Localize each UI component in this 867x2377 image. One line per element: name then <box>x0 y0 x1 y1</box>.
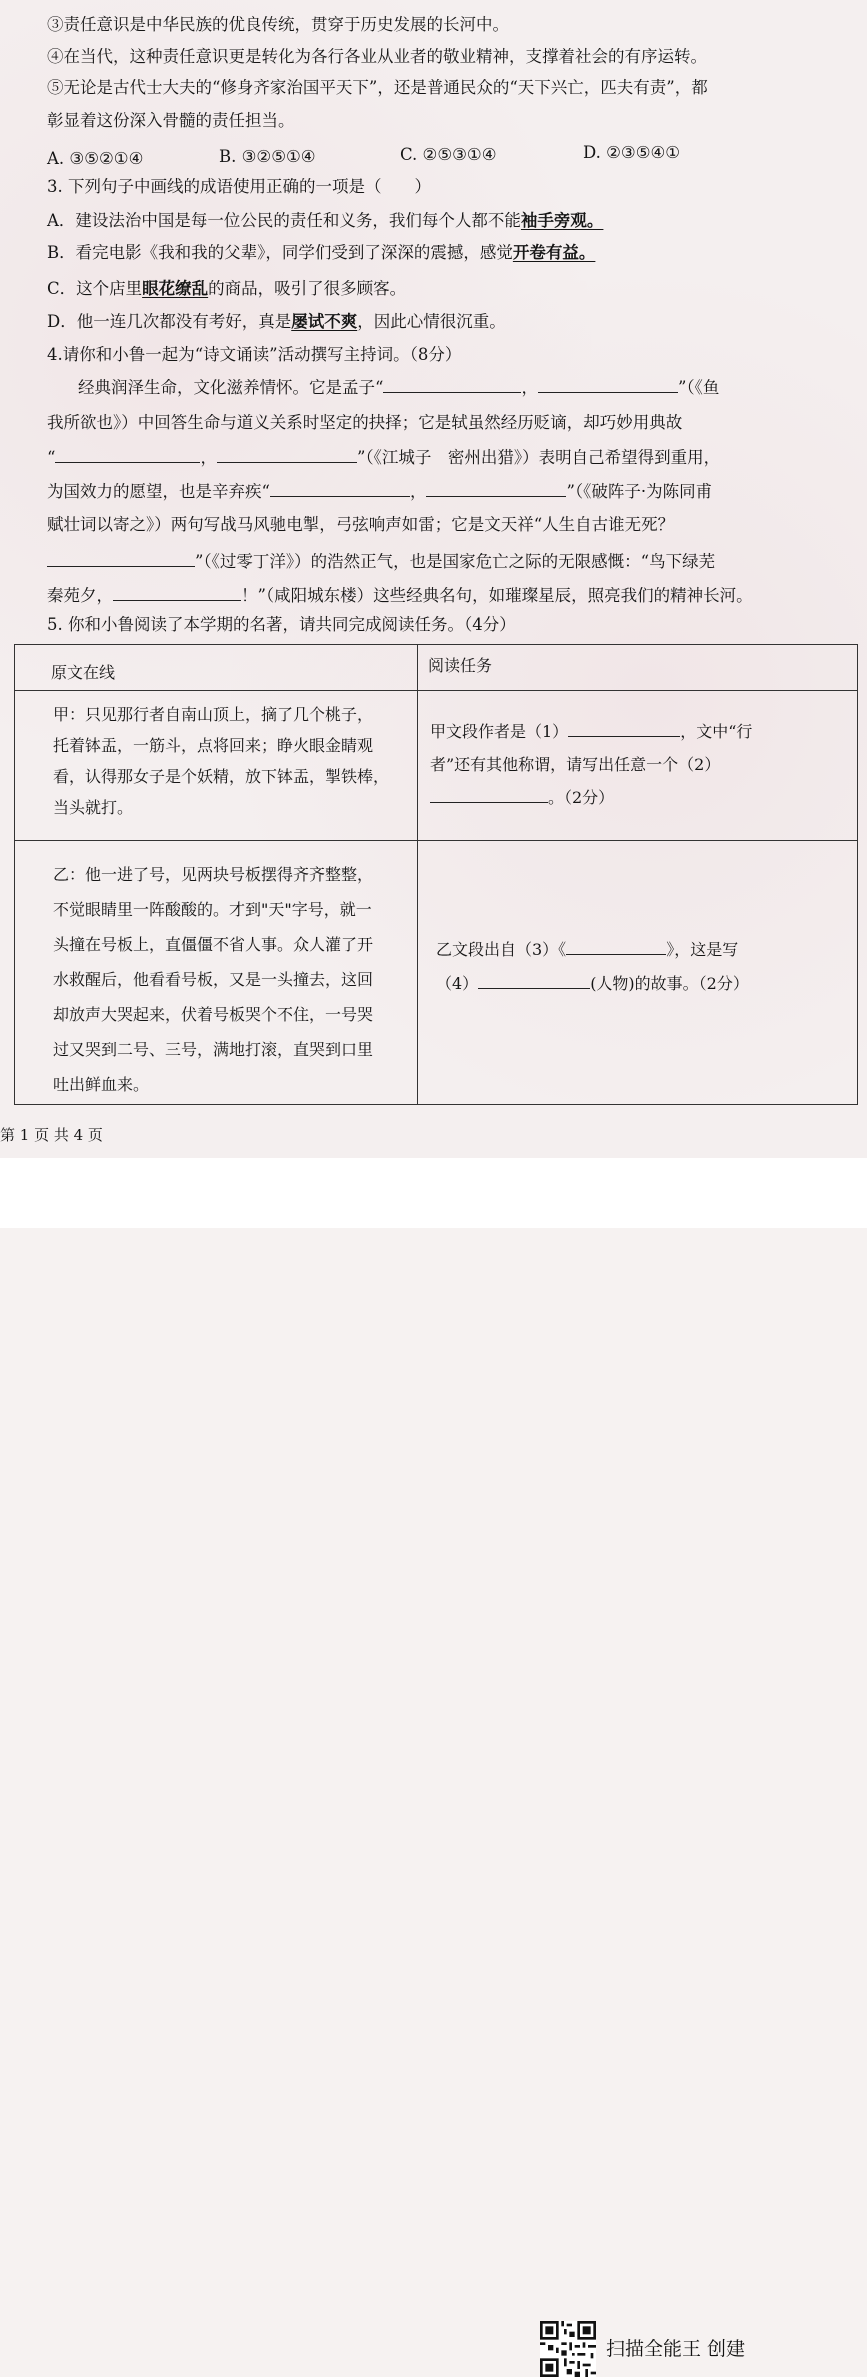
task2-line-2 <box>436 967 857 1001</box>
yi-line: 水救醒后，他看看号板，又是一头撞去，这回 <box>53 970 374 989</box>
q4-text: ”（《江城子 密州出猎》）表明自己希望得到重用， <box>356 448 721 467</box>
yi-line: 不觉眼睛里一阵酸酸的。才到"天"字号，就一 <box>53 900 372 919</box>
scanner-watermark-bar <box>0 1158 867 2360</box>
task-text: ，文中“行 <box>680 722 753 741</box>
answer-blank[interactable] <box>270 480 410 497</box>
q3-a-idiom: 袖手旁观。 <box>520 211 604 230</box>
sentence-4: ④在当代，这种责任意识更是转化为各行各业从业者的敬业精神，支撑着社会的有序运转。 <box>47 47 707 66</box>
q3-choice-a <box>47 210 603 232</box>
task1-line-2: 者”还有其他称谓，请写出任意一个（2） <box>430 755 721 774</box>
answer-blank[interactable] <box>113 584 241 601</box>
cell-task-2 <box>418 841 858 1105</box>
jia-line: 看，认得那女子是个妖精，放下钵盂，掣铁棒， <box>53 767 390 786</box>
answer-blank[interactable] <box>426 480 566 497</box>
option-d: D. ②③⑤④① <box>583 143 681 162</box>
answer-blank[interactable] <box>217 446 357 463</box>
answer-blank[interactable] <box>538 376 678 393</box>
q4-text: 秦苑夕， <box>47 586 113 605</box>
q3-c-idiom: 眼花缭乱 <box>142 279 209 298</box>
task-text: 乙文段出自（3）《 <box>436 940 567 959</box>
header-reading-task <box>418 645 858 691</box>
cell-task-1 <box>418 691 858 841</box>
reading-task-table <box>14 644 858 1105</box>
q4-line-2: 我所欲也》）中回答生命与道义关系时坚定的抉择；它是轼虽然经历贬谪，却巧妙用典故 <box>47 413 683 432</box>
answer-blank[interactable] <box>55 446 200 463</box>
sentence-3: ③责任意识是中华民族的优良传统，贯穿于历史发展的长河中。 <box>47 15 509 34</box>
q3-c-text: C．这个店里 <box>47 279 143 298</box>
q3-a-text: A．建设法治中国是每一位公民的责任和义务，我们每个人都不能 <box>47 211 521 230</box>
answer-blank[interactable] <box>430 786 548 803</box>
task-text: 甲文段作者是（1） <box>430 722 569 741</box>
q3-d-text-post: ，因此心情很沉重。 <box>357 312 506 331</box>
q4-line-7 <box>47 584 753 607</box>
yi-line: 乙：他一进了号，见两块号板摆得齐齐整整， <box>53 865 374 884</box>
q3-choice-b <box>47 242 595 264</box>
col-header-label: 原文在线 <box>51 663 116 682</box>
task-text: 。（2分） <box>548 788 615 807</box>
col-header-label: 阅读任务 <box>428 656 493 675</box>
answer-blank[interactable] <box>566 938 666 955</box>
page-number: 第 1 页 共 4 页 <box>0 1126 103 1144</box>
jia-line: 当头就打。 <box>53 798 134 817</box>
answer-blank[interactable] <box>383 376 521 393</box>
q3-choice-c <box>47 278 406 300</box>
task-text: 》，这是写 <box>666 940 739 959</box>
yi-line: 头撞在号板上，直僵僵不省人事。众人灌了开 <box>53 935 374 954</box>
task1-line-3 <box>430 781 857 814</box>
scanner-brand-label: 扫描全能王 创建 <box>606 2338 746 2360</box>
q3-d-text: D．他一连几次都没有考好，真是 <box>47 312 292 331</box>
option-c: C. ②⑤③①④ <box>400 145 497 164</box>
q3-b-text: B．看完电影《我和我的父辈》，同学们受到了深深的震撼，感觉 <box>47 243 513 262</box>
q4-line-6 <box>47 550 715 573</box>
qr-code-icon <box>540 2321 596 2377</box>
yi-line: 过又哭到二号、三号，满地打滚，直哭到口里 <box>53 1040 374 1059</box>
task-text: （4） <box>436 974 479 993</box>
q3-d-idiom: 屡试不爽 <box>291 312 358 331</box>
q4-text: 为国效力的愿望，也是辛弃疾“ <box>47 482 270 501</box>
q4-line-1 <box>78 376 719 399</box>
exam-page <box>0 0 867 1158</box>
q4-line-5: 赋壮词以寄之》）两句写战马风驰电掣，弓弦响声如雷；它是文天祥“人生自古谁无死？ <box>47 515 675 534</box>
cell-yi-passage <box>15 841 418 1105</box>
question-3-stem: 3. 下列句子中画线的成语使用正确的一项是（ ） <box>47 177 431 196</box>
header-original-text <box>15 645 418 691</box>
q4-text: ”（《破阵子·为陈同甫 <box>566 482 713 501</box>
cell-jia-passage <box>15 691 418 841</box>
q4-text: “ <box>47 448 56 467</box>
task2-line-1 <box>436 933 857 967</box>
answer-blank[interactable] <box>568 720 680 737</box>
q4-text: ！”（咸阳城东楼）这些经典名句，如璀璨星辰，照亮我们的精神长河。 <box>241 586 753 605</box>
task1-line-1 <box>430 715 857 748</box>
q4-text: 经典润泽生命，文化滋养情怀。它是孟子“ <box>78 378 384 397</box>
q4-text: ”（《过零丁洋》）的浩然正气，也是国家危亡之际的无限感慨：“鸟下绿芜 <box>195 552 716 571</box>
question-4-stem: 4.请你和小鲁一起为“诗文诵读”活动撰写主持词。（8分） <box>47 345 462 364</box>
q4-line-4 <box>47 480 712 503</box>
q3-b-idiom: 开卷有益。 <box>512 243 596 262</box>
yi-line: 吐出鲜血来。 <box>53 1075 150 1094</box>
option-a: A. ③⑤②①④ <box>47 149 144 168</box>
answer-blank[interactable] <box>47 550 195 567</box>
task-text: (人物)的故事。（2分） <box>590 974 749 993</box>
q3-c-text-post: 的商品，吸引了很多顾客。 <box>208 279 407 298</box>
q4-text: ， <box>521 378 538 397</box>
q3-choice-d <box>47 311 506 333</box>
jia-line: 甲：只见那行者自南山顶上，摘了几个桃子， <box>53 705 374 724</box>
option-b: B. ③②⑤①④ <box>219 147 316 166</box>
q4-text: ， <box>409 482 427 501</box>
sentence-5-cont: 彰显着这份深入骨髓的责任担当。 <box>47 111 295 130</box>
sentence-5: ⑤无论是古代士大夫的“修身齐家治国平天下”，还是普通民众的“天下兴亡，匹夫有责”，都 <box>47 78 708 97</box>
q4-line-3 <box>47 446 720 469</box>
jia-line: 托着钵盂，一筋斗，点将回来；睁火眼金睛观 <box>53 736 374 755</box>
yi-line: 却放声大哭起来，伏着号板哭个不住，一号哭 <box>53 1005 374 1024</box>
answer-blank[interactable] <box>478 972 590 989</box>
question-5-stem: 5. 你和小鲁阅读了本学期的名著，请共同完成阅读任务。（4分） <box>47 615 516 634</box>
q4-text: ， <box>200 448 217 467</box>
q4-text: ”（《鱼 <box>677 378 720 397</box>
